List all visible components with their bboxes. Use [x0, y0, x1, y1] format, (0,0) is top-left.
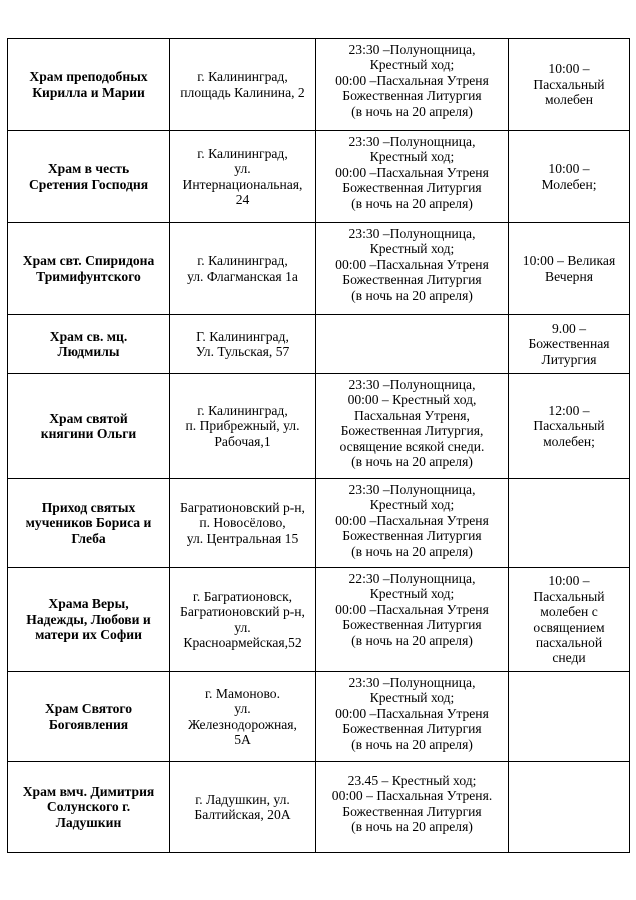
day-services-line: 10:00 –: [548, 573, 590, 589]
night-services-line: Крестный ход;: [369, 57, 455, 73]
day-services-line: молебен с: [540, 604, 598, 620]
table-row: [8, 479, 630, 568]
night-services-line: 23:30 –Полунощница,: [348, 675, 476, 690]
address-line: 5А: [234, 731, 251, 747]
address-line: Багратионовский р-н,: [180, 604, 305, 620]
church-name-cell: [8, 315, 170, 374]
day-services-line: Молебен;: [541, 176, 597, 192]
address-cell: [170, 568, 316, 672]
church-name-line: Храм святой: [49, 410, 128, 426]
day-services-line: пасхальной: [535, 634, 603, 650]
church-name-line: матери их Софии: [35, 627, 142, 643]
night-services-line: 00:00 –Пасхальная Утреня: [335, 72, 489, 88]
night-services-line: (в ночь на 20 апреля): [351, 287, 473, 303]
night-services-line: Крестный ход;: [369, 497, 455, 513]
night-services-line: Божественная Литургия,: [340, 423, 484, 439]
night-services-line: 00:00 –Пасхальная Утреня: [335, 512, 489, 528]
church-name-line: Храма Веры,: [48, 596, 129, 612]
night-services-line: Крестный ход;: [369, 690, 455, 706]
night-services-line: 00:00 – Крестный ход,: [347, 392, 477, 408]
address-line: ул. Центральная 15: [186, 530, 299, 546]
table-row: [8, 223, 630, 315]
day-services-line: молебен: [544, 92, 594, 108]
night-services-line: 23:30 –Полунощница,: [348, 42, 476, 57]
church-name-line: Солунского г.: [46, 799, 131, 815]
day-services-line: 12:00 –: [548, 402, 590, 418]
church-name-line: Храм св. мц.: [49, 328, 128, 344]
address-line: 24: [235, 191, 250, 207]
night-services-line: Божественная Литургия: [342, 617, 482, 633]
church-name-line: Кирилла и Марии: [32, 84, 145, 100]
night-services-line: Божественная Литургия: [342, 272, 482, 288]
night-services-line: 23.45 – Крестный ход;: [347, 773, 477, 788]
night-services-line: Божественная Литургия: [342, 88, 482, 104]
address-line: Рабочая,1: [214, 433, 271, 449]
address-line: г. Багратионовск,: [192, 588, 293, 604]
night-services-line: (в ночь на 20 апреля): [351, 632, 473, 648]
church-name-cell: [8, 762, 170, 853]
address-line: г. Калининград,: [197, 145, 288, 161]
church-name-line: Глеба: [71, 530, 106, 546]
night-services-line: Божественная Литургия: [342, 721, 482, 737]
table-row: [8, 672, 630, 762]
table-row: [8, 762, 630, 853]
day-services-line: снеди: [552, 650, 586, 666]
church-name-line: Сретения Господня: [28, 176, 149, 192]
address-line: ул. Флагманская 1а: [187, 268, 298, 284]
day-services-cell: [509, 762, 630, 853]
table-row: [8, 568, 630, 672]
address-cell: [170, 39, 316, 131]
address-cell: [170, 762, 316, 853]
address-line: п. Новосёлово,: [199, 515, 286, 531]
address-line: г. Калининград,: [197, 402, 288, 418]
night-services-cell: [316, 672, 509, 762]
address-cell: [170, 479, 316, 568]
church-name-line: Храм Святого: [44, 701, 133, 717]
day-services-line: Пасхальный: [533, 418, 605, 434]
day-services-cell: [509, 568, 630, 672]
day-services-line: молебен;: [543, 433, 595, 449]
day-services-line: 10:00 –: [548, 61, 590, 77]
day-services-cell: [509, 315, 630, 374]
day-services-line: Вечерня: [545, 268, 593, 284]
church-name-cell: [8, 672, 170, 762]
day-services-line: Пасхальный: [533, 588, 605, 604]
address-cell: [170, 131, 316, 223]
services-table: [7, 38, 630, 853]
day-services-cell: [509, 374, 630, 479]
table-row: [8, 315, 630, 374]
table-row: [8, 374, 630, 479]
address-line: г. Ладушкин, ул.: [195, 791, 290, 807]
church-name-line: Храм в честь: [47, 161, 130, 177]
day-services-line: освящением: [533, 619, 605, 635]
address-line: Красноармейская,52: [183, 634, 302, 650]
address-line: Г. Калининград,: [196, 328, 289, 344]
night-services-cell: [316, 131, 509, 223]
church-name-line: Надежды, Любови и: [26, 611, 151, 627]
night-services-line: (в ночь на 20 апреля): [351, 195, 473, 211]
church-name-cell: [8, 479, 170, 568]
table-row: [8, 131, 630, 223]
address-cell: [170, 223, 316, 315]
night-services-line: 00:00 –Пасхальная Утреня: [335, 256, 489, 272]
day-services-line: 10:00 – Великая: [522, 253, 616, 269]
address-line: п. Прибрежный, ул.: [185, 418, 300, 434]
day-services-line: 9.00 –: [552, 320, 586, 336]
night-services-line: 23:30 –Полунощница,: [348, 377, 476, 392]
address-line: Железнодорожная,: [188, 716, 297, 732]
night-services-line: (в ночь на 20 апреля): [351, 819, 473, 835]
church-name-line: княгини Ольги: [40, 426, 137, 441]
address-line: ул.: [234, 161, 251, 177]
night-services-cell: [316, 568, 509, 672]
church-name-line: Храм преподобных: [29, 69, 148, 85]
night-services-cell: [316, 223, 509, 315]
church-name-line: Ладушкин: [55, 814, 122, 830]
church-name-cell: [8, 568, 170, 672]
night-services-line: 00:00 –Пасхальная Утреня: [335, 601, 489, 617]
night-services-line: Божественная Литургия: [342, 803, 482, 819]
church-name-cell: [8, 39, 170, 131]
address-line: Ул. Тульская, 57: [195, 344, 290, 359]
night-services-cell: [316, 479, 509, 568]
night-services-cell: [316, 39, 509, 131]
night-services-line: 00:00 –Пасхальная Утреня: [335, 705, 489, 721]
church-name-line: Храм свт. Спиридона: [22, 253, 155, 269]
day-services-cell: [509, 223, 630, 315]
address-line: ул.: [234, 701, 251, 717]
address-line: г. Калининград,: [197, 69, 288, 85]
address-line: г. Калининград,: [197, 253, 288, 269]
night-services-line: Крестный ход;: [369, 149, 455, 165]
night-services-line: Божественная Литургия: [342, 180, 482, 196]
night-services-line: 23:30 –Полунощница,: [348, 226, 476, 241]
address-line: ул.: [234, 619, 251, 635]
church-name-cell: [8, 374, 170, 479]
church-name-cell: [8, 223, 170, 315]
night-services-cell: [316, 762, 509, 853]
night-services-line: 00:00 –Пасхальная Утреня: [335, 164, 489, 180]
night-services-line: 23:30 –Полунощница,: [348, 134, 476, 149]
night-services-cell: [316, 374, 509, 479]
church-name-cell: [8, 131, 170, 223]
night-services-line: (в ночь на 20 апреля): [351, 454, 473, 470]
church-name-line: Богоявления: [48, 716, 129, 732]
night-services-cell: [316, 315, 509, 374]
night-services-line: 00:00 – Пасхальная Утреня.: [331, 788, 493, 804]
day-services-line: Литургия: [541, 351, 597, 367]
church-name-line: мучеников Бориса и: [25, 515, 152, 531]
address-line: Багратионовский р-н,: [180, 499, 305, 515]
address-line: Балтийская, 20А: [194, 807, 291, 822]
day-services-line: Божественная: [528, 336, 610, 352]
day-services-cell: [509, 39, 630, 131]
day-services-line: Пасхальный: [533, 76, 605, 92]
day-services-cell: [509, 672, 630, 762]
address-cell: [170, 672, 316, 762]
night-services-line: Пасхальная Утреня,: [354, 407, 470, 423]
church-name-line: Приход святых: [41, 499, 136, 515]
night-services-line: (в ночь на 20 апреля): [351, 736, 473, 752]
church-name-line: Храм вмч. Димитрия: [22, 783, 155, 799]
day-services-line: 10:00 –: [548, 161, 590, 177]
address-cell: [170, 315, 316, 374]
table-row: [8, 39, 630, 131]
church-name-line: Тримифунтского: [36, 268, 141, 284]
night-services-line: Божественная Литургия: [342, 528, 482, 544]
night-services-line: (в ночь на 20 апреля): [351, 103, 473, 119]
church-name-line: Людмилы: [57, 344, 120, 359]
night-services-line: освящение всякой снеди.: [339, 438, 485, 454]
night-services-line: Крестный ход;: [369, 241, 455, 257]
night-services-line: Крестный ход;: [369, 586, 455, 602]
address-line: Интернациональная,: [182, 176, 303, 192]
night-services-line: (в ночь на 20 апреля): [351, 543, 473, 559]
address-line: г. Мамоново.: [205, 685, 280, 701]
night-services-line: 23:30 –Полунощница,: [348, 482, 476, 497]
night-services-line: 22:30 –Полунощница,: [348, 571, 476, 586]
day-services-cell: [509, 131, 630, 223]
address-line: площадь Калинина, 2: [180, 84, 305, 100]
services-table-body: [8, 39, 630, 853]
address-cell: [170, 374, 316, 479]
day-services-cell: [509, 479, 630, 568]
